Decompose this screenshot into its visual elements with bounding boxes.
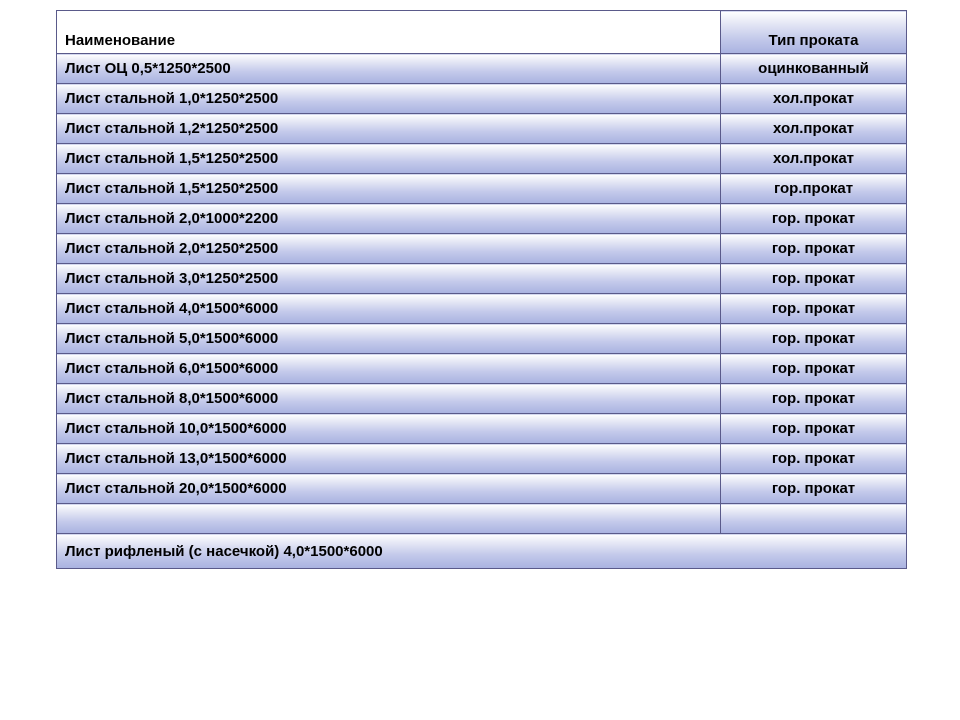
table-row — [57, 234, 907, 264]
table-row — [57, 84, 907, 114]
cell-name: Лист ОЦ 0,5*1250*2500 — [57, 54, 721, 84]
cell-type: хол.прокат — [721, 84, 907, 114]
table-footer-row — [57, 534, 907, 569]
table-row — [57, 444, 907, 474]
table-row — [57, 114, 907, 144]
cell-name: Лист стальной 3,0*1250*2500 — [57, 264, 721, 294]
price-table — [56, 10, 907, 569]
cell-type: гор. прокат — [721, 324, 907, 354]
table-row — [57, 174, 907, 204]
cell-name: Лист стальной 5,0*1500*6000 — [57, 324, 721, 354]
table-row — [57, 474, 907, 504]
cell-name-full: Лист рифленый (с насечкой) 4,0*1500*6000 — [57, 534, 907, 569]
table-header-row — [57, 11, 907, 54]
cell-type: гор. прокат — [721, 234, 907, 264]
spacer-cell-left — [57, 504, 721, 534]
cell-name: Лист стальной 1,0*1250*2500 — [57, 84, 721, 114]
cell-type: гор. прокат — [721, 294, 907, 324]
cell-type: гор. прокат — [721, 444, 907, 474]
table-row — [57, 354, 907, 384]
price-table-body — [57, 11, 907, 569]
cell-type: гор. прокат — [721, 264, 907, 294]
column-header-type: Тип проката — [721, 11, 907, 54]
cell-name: Лист стальной 6,0*1500*6000 — [57, 354, 721, 384]
cell-name: Лист стальной 8,0*1500*6000 — [57, 384, 721, 414]
column-header-name: Наименование — [57, 11, 721, 54]
cell-name: Лист стальной 4,0*1500*6000 — [57, 294, 721, 324]
price-table-container — [56, 10, 906, 569]
cell-type: гор. прокат — [721, 384, 907, 414]
cell-name: Лист стальной 20,0*1500*6000 — [57, 474, 721, 504]
table-row — [57, 294, 907, 324]
table-row — [57, 204, 907, 234]
table-row — [57, 264, 907, 294]
table-spacer-row — [57, 504, 907, 534]
cell-type: гор. прокат — [721, 414, 907, 444]
cell-name: Лист стальной 2,0*1250*2500 — [57, 234, 721, 264]
cell-name: Лист стальной 1,2*1250*2500 — [57, 114, 721, 144]
cell-type: гор. прокат — [721, 474, 907, 504]
table-row — [57, 324, 907, 354]
table-row — [57, 144, 907, 174]
cell-name: Лист стальной 2,0*1000*2200 — [57, 204, 721, 234]
cell-type: хол.прокат — [721, 144, 907, 174]
table-row — [57, 414, 907, 444]
table-row — [57, 54, 907, 84]
cell-name: Лист стальной 1,5*1250*2500 — [57, 174, 721, 204]
cell-type: гор. прокат — [721, 204, 907, 234]
cell-type: гор. прокат — [721, 354, 907, 384]
cell-name: Лист стальной 13,0*1500*6000 — [57, 444, 721, 474]
cell-type: оцинкованный — [721, 54, 907, 84]
spacer-cell-right — [721, 504, 907, 534]
table-row — [57, 384, 907, 414]
cell-type: гор.прокат — [721, 174, 907, 204]
cell-name: Лист стальной 10,0*1500*6000 — [57, 414, 721, 444]
cell-type: хол.прокат — [721, 114, 907, 144]
cell-name: Лист стальной 1,5*1250*2500 — [57, 144, 721, 174]
